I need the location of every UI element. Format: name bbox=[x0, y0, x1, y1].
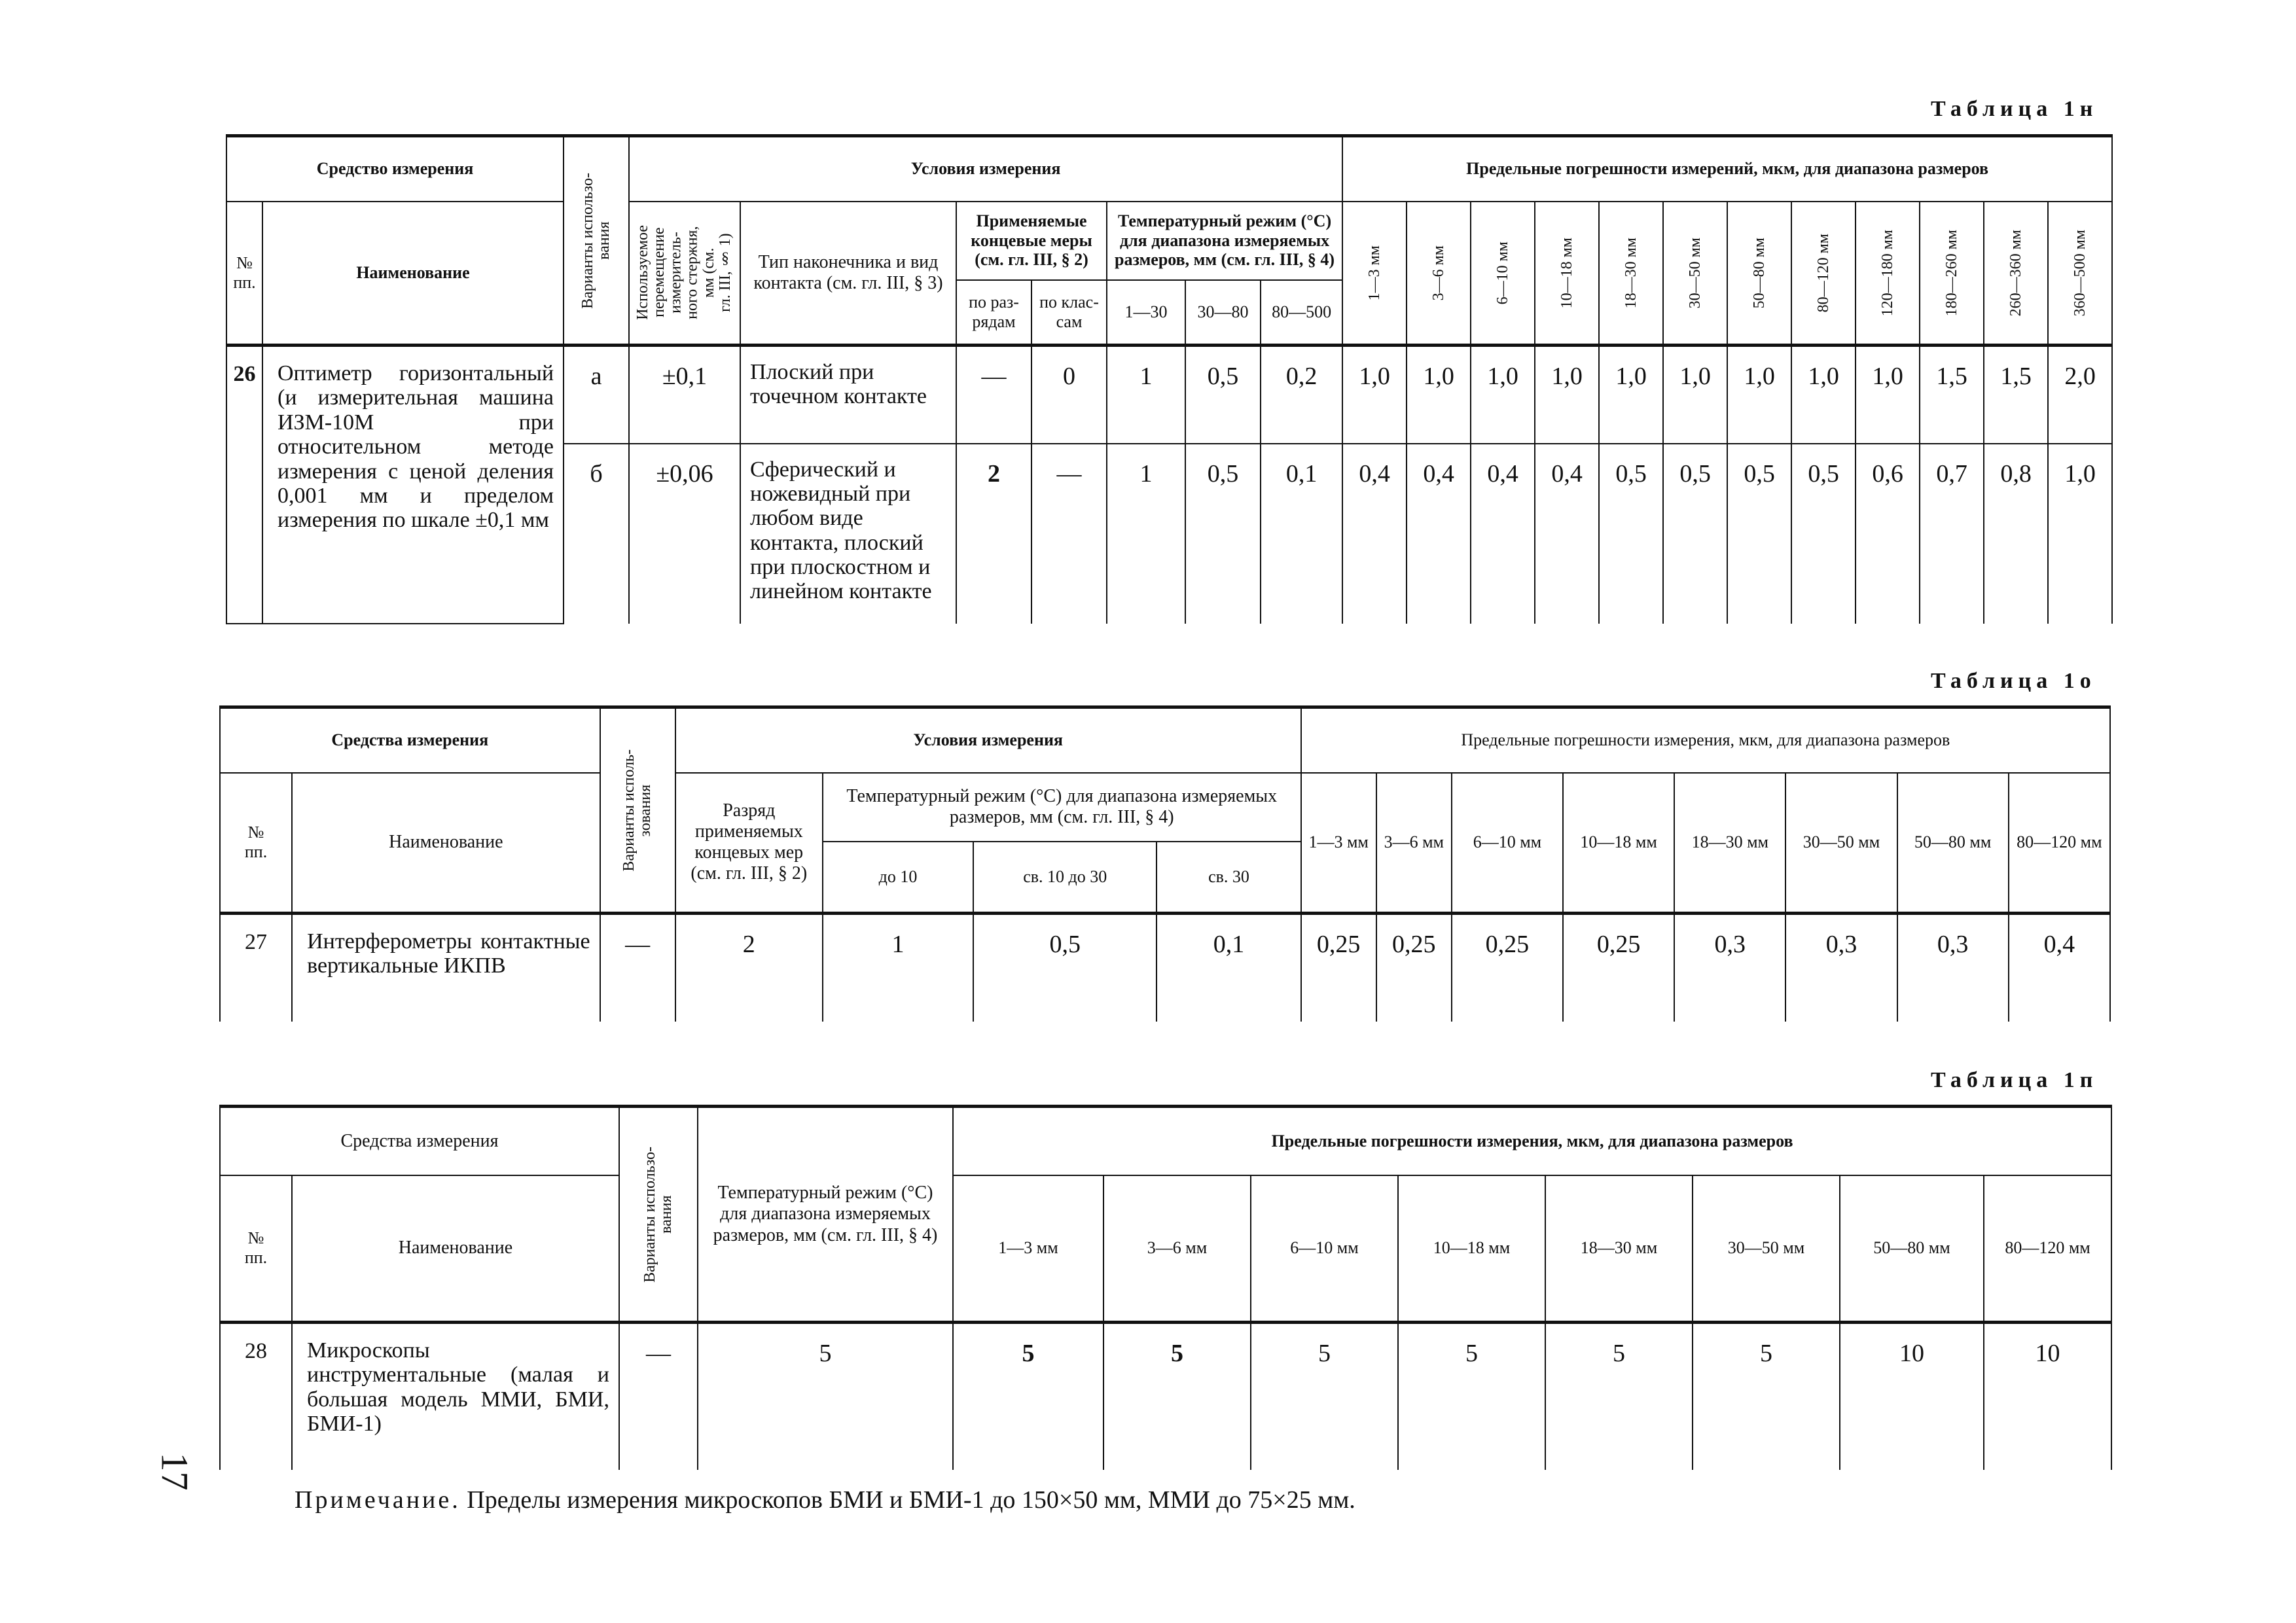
temp-cell: 0,5 bbox=[1185, 346, 1261, 444]
range-header: 18—30 мм bbox=[1545, 1175, 1693, 1323]
temp-col-header: 1—30 bbox=[1107, 280, 1185, 346]
error-cell: 0,7 bbox=[1920, 444, 1984, 624]
error-cell: 0,4 bbox=[1407, 444, 1471, 624]
temp-col-header: св. 10 до 30 bbox=[973, 842, 1157, 914]
temp-cell: 0,5 bbox=[1185, 444, 1261, 624]
error-cell: 0,4 bbox=[1471, 444, 1535, 624]
header-predelnye: Предельные погрешности измерений, мкм, для диапазона размеров bbox=[1342, 136, 2112, 202]
header-po-klassam: по клас-сам bbox=[1031, 280, 1107, 346]
error-cell: 1,0 bbox=[1471, 346, 1535, 444]
error-cell: 1,0 bbox=[1663, 346, 1727, 444]
range-header: 10—18 мм bbox=[1535, 202, 1599, 346]
temp-cell: 0,1 bbox=[1157, 914, 1300, 1022]
range-header: 360—500 мм bbox=[2048, 202, 2112, 346]
error-cell: 5 bbox=[1398, 1323, 1545, 1470]
header-sredstvo: Средство измерения bbox=[226, 136, 564, 202]
header-predelnye: Предельные погрешности измерения, мкм, для диапазона размеров bbox=[953, 1107, 2111, 1175]
range-header: 18—30 мм bbox=[1599, 202, 1663, 346]
temp-cell: 0,2 bbox=[1261, 346, 1342, 444]
table-row bbox=[220, 914, 2110, 1022]
header-po-razryadam: по раз-рядам bbox=[956, 280, 1031, 346]
table-1o bbox=[219, 705, 2111, 1022]
range-header: 50—80 мм bbox=[1897, 773, 2009, 914]
table-1o-caption: Таблица 1о bbox=[1931, 669, 2096, 693]
range-header: 80—120 мм bbox=[1984, 1175, 2111, 1323]
variant-cell: — bbox=[619, 1323, 698, 1470]
error-cell: 0,25 bbox=[1376, 914, 1452, 1022]
peremeshenie-cell: ±0,06 bbox=[629, 444, 740, 624]
header-no: № пп. bbox=[220, 1175, 292, 1323]
header-variant: Варианты исполь- зования bbox=[600, 707, 675, 914]
variant-cell: б bbox=[564, 444, 629, 624]
temp-cell: 0,1 bbox=[1261, 444, 1342, 624]
table-1p bbox=[219, 1105, 2112, 1470]
temp-cell: 5 bbox=[698, 1323, 953, 1470]
range-header: 6—10 мм bbox=[1471, 202, 1535, 346]
header-temp: Температурный режим (°С) для диапазона измеряемых размеров, мм (см. гл. III, § 4) bbox=[698, 1107, 953, 1323]
header-variant: Варианты использо- вания bbox=[564, 136, 629, 346]
header-sredstva: Средства измерения bbox=[220, 1107, 619, 1175]
header-usloviya: Условия измерения bbox=[629, 136, 1342, 202]
error-cell: 0,5 bbox=[1791, 444, 1856, 624]
error-cell: 1,5 bbox=[1920, 346, 1984, 444]
row-number: 28 bbox=[220, 1323, 292, 1470]
klass-cell: 0 bbox=[1031, 346, 1107, 444]
error-cell: 10 bbox=[1984, 1323, 2111, 1470]
header-name: Наименование bbox=[292, 1175, 619, 1323]
error-cell: 1,0 bbox=[1856, 346, 1920, 444]
temp-col-header: 30—80 bbox=[1185, 280, 1261, 346]
header-peremeshenie: Используемое перемещение измеритель- ного стержня, мм (см. гл. III, § 1) bbox=[629, 202, 740, 346]
header-predelnye: Предельные погрешности измерения, мкм, для диапазона размеров bbox=[1301, 707, 2110, 773]
range-header: 180—260 мм bbox=[1920, 202, 1984, 346]
error-cell: 0,4 bbox=[1535, 444, 1599, 624]
range-header: 3—6 мм bbox=[1376, 773, 1452, 914]
table-1n-caption: Таблица 1н bbox=[1931, 97, 2098, 121]
range-header: 10—18 мм bbox=[1563, 773, 1674, 914]
error-cell: 5 bbox=[1545, 1323, 1693, 1470]
row-number: 26 bbox=[226, 346, 262, 624]
error-cell: 0,5 bbox=[1599, 444, 1663, 624]
footnote-label: Примечание. bbox=[295, 1486, 461, 1514]
temp-cell: 1 bbox=[1107, 444, 1185, 624]
klass-cell: — bbox=[1031, 444, 1107, 624]
range-header: 50—80 мм bbox=[1727, 202, 1791, 346]
error-cell: 0,25 bbox=[1563, 914, 1674, 1022]
error-cell: 5 bbox=[1103, 1323, 1251, 1470]
error-cell: 1,0 bbox=[1535, 346, 1599, 444]
range-header: 18—30 мм bbox=[1674, 773, 1785, 914]
temp-cell: 1 bbox=[1107, 346, 1185, 444]
range-header: 260—360 мм bbox=[1984, 202, 2048, 346]
range-header: 6—10 мм bbox=[1251, 1175, 1398, 1323]
range-header: 30—50 мм bbox=[1785, 773, 1897, 914]
variant-cell: — bbox=[600, 914, 675, 1022]
tip-cell: Сферический и ножевидный при любом виде контакта, плоский при плоскостном и линейном контакте bbox=[740, 444, 956, 624]
error-cell: 0,6 bbox=[1856, 444, 1920, 624]
error-cell: 5 bbox=[953, 1323, 1103, 1470]
error-cell: 0,3 bbox=[1674, 914, 1785, 1022]
header-sredstva: Средства измерения bbox=[220, 707, 600, 773]
footnote bbox=[295, 1486, 1355, 1514]
range-header: 10—18 мм bbox=[1398, 1175, 1545, 1323]
page-number: 17 bbox=[153, 1452, 196, 1491]
peremeshenie-cell: ±0,1 bbox=[629, 346, 740, 444]
range-header: 6—10 мм bbox=[1452, 773, 1563, 914]
error-cell: 2,0 bbox=[2048, 346, 2112, 444]
error-cell: 5 bbox=[1693, 1323, 1840, 1470]
temp-col-header: св. 30 bbox=[1157, 842, 1300, 914]
range-header: 1—3 мм bbox=[1342, 202, 1407, 346]
table-row bbox=[226, 346, 2112, 444]
header-name: Наименование bbox=[292, 773, 600, 914]
range-header: 80—120 мм bbox=[1791, 202, 1856, 346]
header-no: № пп. bbox=[220, 773, 292, 914]
range-header: 50—80 мм bbox=[1840, 1175, 1984, 1323]
variant-cell: а bbox=[564, 346, 629, 444]
error-cell: 0,8 bbox=[1984, 444, 2048, 624]
row-name: Микроскопы инструментальные (малая и большая модель ММИ, БМИ, БМИ-1) bbox=[292, 1323, 619, 1470]
footnote-text: Пределы измерения микроскопов БМИ и БМИ-1 до 150×50 мм, ММИ до 75×25 мм. bbox=[460, 1486, 1355, 1514]
error-cell: 0,3 bbox=[1897, 914, 2009, 1022]
error-cell: 1,0 bbox=[1727, 346, 1791, 444]
temp-col-header: 80—500 bbox=[1261, 280, 1342, 346]
row-name: Интерферометры контактные вертикальные ИКПВ bbox=[292, 914, 600, 1022]
range-header: 80—120 мм bbox=[2009, 773, 2110, 914]
header-variant: Варианты использо- вания bbox=[619, 1107, 698, 1323]
error-cell: 5 bbox=[1251, 1323, 1398, 1470]
error-cell: 1,0 bbox=[1342, 346, 1407, 444]
error-cell: 1,5 bbox=[1984, 346, 2048, 444]
range-header: 120—180 мм bbox=[1856, 202, 1920, 346]
header-razryad: Разряд применяемых концевых мер (см. гл. III, § 2) bbox=[675, 773, 823, 914]
range-header: 30—50 мм bbox=[1693, 1175, 1840, 1323]
header-temp: Температурный режим (°С) для диапазона измеряемых размеров, мм (см. гл. III, § 4) bbox=[1107, 202, 1342, 280]
error-cell: 1,0 bbox=[1599, 346, 1663, 444]
error-cell: 10 bbox=[1840, 1323, 1984, 1470]
table-row bbox=[220, 1323, 2111, 1470]
error-cell: 0,4 bbox=[2009, 914, 2110, 1022]
razryad-cell: 2 bbox=[675, 914, 823, 1022]
razryad-cell: — bbox=[956, 346, 1031, 444]
error-cell: 0,5 bbox=[1663, 444, 1727, 624]
range-header: 1—3 мм bbox=[953, 1175, 1103, 1323]
table-1p-caption: Таблица 1п bbox=[1931, 1068, 2098, 1092]
temp-col-header: до 10 bbox=[823, 842, 973, 914]
header-no: № пп. bbox=[226, 202, 262, 346]
error-cell: 1,0 bbox=[1407, 346, 1471, 444]
error-cell: 0,25 bbox=[1301, 914, 1376, 1022]
header-temp: Температурный режим (°С) для диапазона измеряемых размеров, мм (см. гл. III, § 4) bbox=[823, 773, 1301, 842]
row-number: 27 bbox=[220, 914, 292, 1022]
table-1n bbox=[226, 134, 2113, 624]
header-name: Наименование bbox=[262, 202, 564, 346]
range-header: 3—6 мм bbox=[1103, 1175, 1251, 1323]
header-usloviya: Условия измерения bbox=[675, 707, 1301, 773]
error-cell: 0,25 bbox=[1452, 914, 1563, 1022]
temp-cell: 1 bbox=[823, 914, 973, 1022]
error-cell: 0,3 bbox=[1785, 914, 1897, 1022]
row-name: Оптиметр горизонтальный (и измерительная машина ИЗМ-10М при относительном методе измерения с ценой деления 0,001 мм и пределом измерения по шкале ±0,1 мм bbox=[262, 346, 564, 624]
range-header: 1—3 мм bbox=[1301, 773, 1376, 914]
error-cell: 0,4 bbox=[1342, 444, 1407, 624]
tip-cell: Плоский при точечном контакте bbox=[740, 346, 956, 444]
temp-cell: 0,5 bbox=[973, 914, 1157, 1022]
error-cell: 1,0 bbox=[1791, 346, 1856, 444]
error-cell: 0,5 bbox=[1727, 444, 1791, 624]
range-header: 30—50 мм bbox=[1663, 202, 1727, 346]
error-cell: 1,0 bbox=[2048, 444, 2112, 624]
header-tip: Тип наконечника и вид контакта (см. гл. III, § 3) bbox=[740, 202, 956, 346]
header-mery: Применяемые концевые меры (см. гл. III, § 2) bbox=[956, 202, 1107, 280]
range-header: 3—6 мм bbox=[1407, 202, 1471, 346]
razryad-cell: 2 bbox=[956, 444, 1031, 624]
